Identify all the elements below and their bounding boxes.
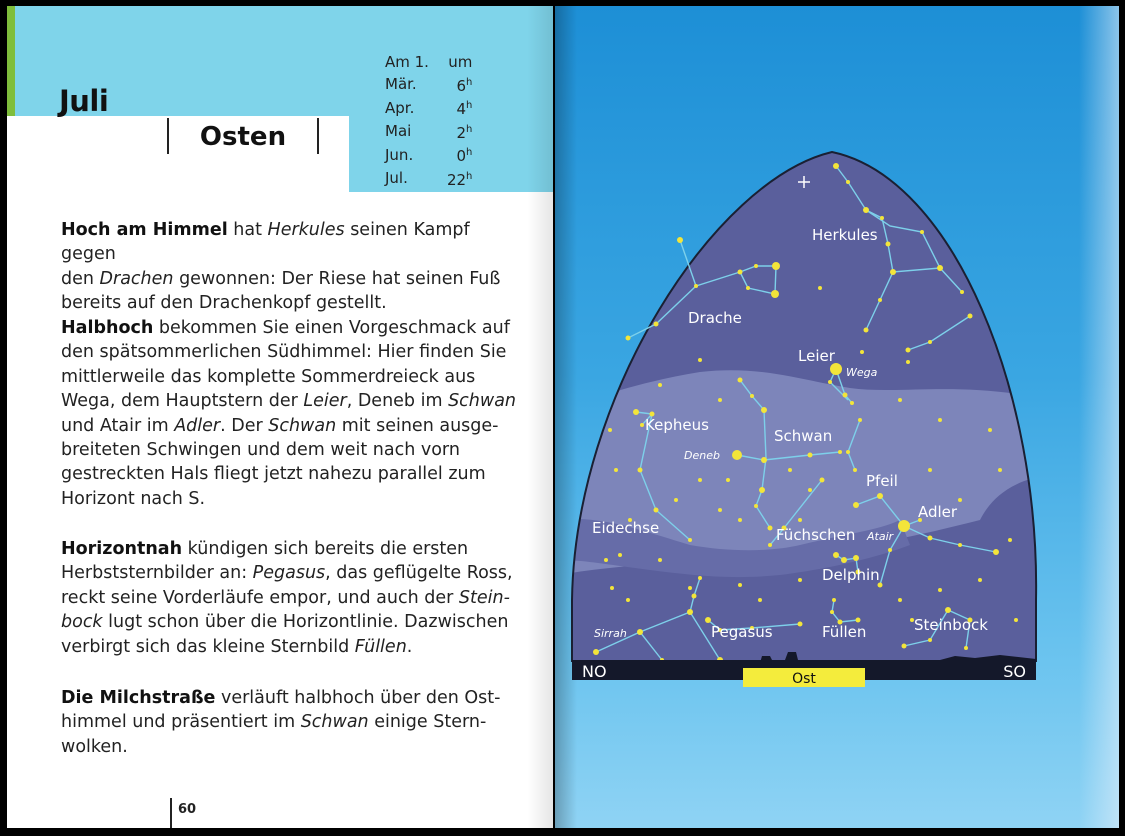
paragraph-hoch-am-himmel: Hoch am Himmel hat Herkules seinen Kampf gegen den Drachen gewonnen: Der Riese hat seinen Fuß bereits auf den Drachenkopf gestellt. [61, 220, 501, 314]
star [838, 450, 842, 454]
star [820, 478, 825, 483]
star [818, 286, 822, 290]
star [958, 498, 962, 502]
star [768, 543, 772, 547]
star [658, 558, 662, 562]
star [863, 207, 869, 213]
star [964, 646, 968, 650]
star [758, 598, 762, 602]
star [880, 216, 884, 220]
paragraph-halbhoch: Halbhoch bekommen Sie einen Vorgeschmack auf den spätsommerlichen Südhimmel: Hier finden Sie mittlerweile das komplette Sommerdreieck aus Wega, dem Hauptstern der Leier, Deneb im Schwan und Atair im Adler. Der Schwan mit seinen ausge- breiteten Schwingen und dem weit nach vorn gestreckten Hals fliegt jetzt nahezu parallel zum Horizont nach S. [61, 318, 517, 509]
time-row-hour: 4$^h$ [456, 100, 473, 118]
star [888, 548, 892, 552]
star [960, 290, 964, 294]
star [841, 557, 847, 563]
star [1008, 538, 1012, 542]
label-fuellen: Füllen [822, 623, 867, 641]
label-deneb: Deneb [684, 449, 720, 462]
star [830, 610, 834, 614]
star [808, 488, 812, 492]
star [886, 242, 891, 247]
star [798, 518, 802, 522]
star [640, 423, 644, 427]
right-page [555, 6, 1119, 828]
label-adler: Adler [918, 503, 958, 521]
star [738, 270, 743, 275]
star [738, 583, 742, 587]
star [677, 237, 683, 243]
star [928, 468, 932, 472]
star [698, 576, 702, 580]
star [754, 504, 758, 508]
star [761, 457, 767, 463]
star [633, 409, 639, 415]
star [938, 588, 942, 592]
star [694, 284, 698, 288]
star [759, 487, 765, 493]
time-row-hour: 0$^h$ [456, 147, 473, 165]
star [626, 336, 631, 341]
time-row [385, 120, 472, 144]
star [928, 536, 933, 541]
time-row-hour: 6$^h$ [456, 76, 473, 95]
star [771, 290, 779, 298]
star [698, 358, 702, 362]
star [833, 552, 839, 558]
star [768, 526, 773, 531]
star [608, 428, 612, 432]
time-row [385, 52, 472, 73]
star [654, 508, 659, 513]
star [698, 478, 702, 482]
page-number-rule [170, 798, 172, 828]
star [833, 163, 839, 169]
star [988, 428, 992, 432]
star-chart [555, 6, 1119, 828]
star [832, 598, 836, 602]
star [898, 398, 902, 402]
star [920, 230, 924, 234]
time-row-month: Am 1. [385, 53, 429, 71]
star [718, 508, 722, 512]
star [761, 407, 767, 413]
label-schwan: Schwan [774, 427, 833, 445]
star [688, 538, 692, 542]
time-row-month: Jul. [385, 169, 408, 187]
star [858, 418, 862, 422]
time-row-month: Mai [385, 122, 412, 140]
star [626, 598, 630, 602]
time-row-month: Mär. [385, 75, 417, 93]
star [890, 269, 896, 275]
star [958, 543, 962, 547]
star [846, 180, 850, 184]
paragraph-horizontnah: Horizontnah kündigen sich bereits die ersten Herbststernbilder an: Pegasus, das geflügelte Ross, reckt seine Vorderläufe empor, und auch der Stein- bock lugt schon über die Horizontlinie. Dazwischen verbirgt sich das kleine Sternbild Füllen. [61, 539, 513, 657]
star [687, 609, 693, 615]
label-eidechse: Eidechse [592, 519, 660, 537]
label-wega: Wega [846, 366, 878, 379]
star [618, 553, 622, 557]
star [754, 264, 758, 268]
star [928, 638, 932, 642]
star [610, 586, 614, 590]
star [902, 644, 907, 649]
star [738, 518, 742, 522]
star [850, 401, 854, 405]
label-kepheus: Kepheus [645, 416, 709, 434]
time-row [385, 167, 472, 191]
page-number: 60 [178, 802, 197, 817]
paragraph-milchstrasse: Die Milchstraße verläuft halbhoch über den Ost- himmel und präsentiert im Schwan einige Stern- wolken. [61, 688, 501, 757]
label-atair: Atair [867, 530, 894, 543]
time-row [385, 143, 472, 167]
star [658, 383, 662, 387]
star [853, 468, 857, 472]
label-herkules: Herkules [812, 226, 878, 244]
star [593, 649, 599, 655]
time-row-hour: 2$^h$ [456, 123, 473, 142]
star [674, 498, 678, 502]
star [654, 322, 659, 327]
star [906, 348, 911, 353]
star [898, 520, 910, 532]
star [798, 622, 803, 627]
star [843, 393, 848, 398]
label-pfeil: Pfeil [866, 472, 898, 490]
star [864, 328, 869, 333]
gutter-shade [527, 6, 553, 828]
horizon-label-ost: Ost [792, 671, 816, 687]
star [732, 450, 742, 460]
star [898, 598, 902, 602]
star [968, 314, 973, 319]
star [798, 578, 802, 582]
star [614, 468, 618, 472]
horizon-label-so: SO [1003, 662, 1026, 681]
star [856, 618, 861, 623]
star [688, 586, 692, 590]
star [718, 398, 722, 402]
label-steinbock: Steinbock [914, 616, 988, 634]
star [998, 468, 1002, 472]
star [928, 340, 932, 344]
star [692, 594, 697, 599]
time-row-hour: 22$^h$ [446, 170, 473, 189]
star [993, 549, 999, 555]
star [878, 298, 882, 302]
label-fuechschen: Füchschen [776, 526, 856, 544]
label-leier: Leier [798, 347, 835, 365]
time-row-month: Apr. [385, 98, 415, 117]
label-sirrah: Sirrah [594, 627, 627, 640]
star [637, 629, 643, 635]
month-title: Juli [59, 84, 109, 118]
star [638, 468, 643, 473]
star [726, 478, 730, 482]
direction-heading-frame [167, 118, 319, 154]
star [945, 607, 951, 613]
star [937, 265, 943, 271]
left-page [7, 6, 553, 828]
horizon-label-no: NO [582, 662, 607, 681]
star [604, 558, 608, 562]
star [1014, 618, 1018, 622]
star [978, 578, 982, 582]
label-pegasus: Pegasus [711, 623, 773, 641]
observation-times-table [385, 52, 472, 190]
star [788, 468, 792, 472]
star [746, 286, 750, 290]
star [938, 418, 942, 422]
star [846, 450, 850, 454]
star [738, 378, 743, 383]
label-delphin: Delphin [822, 566, 880, 584]
time-row [385, 73, 472, 97]
time-row-hour: um [448, 53, 473, 71]
time-row [385, 96, 472, 120]
star [906, 360, 910, 364]
star [828, 380, 832, 384]
sky-dome [560, 140, 1050, 670]
star [750, 394, 754, 398]
star [853, 555, 859, 561]
star [877, 493, 883, 499]
star [860, 350, 864, 354]
star [772, 262, 780, 270]
star [853, 502, 859, 508]
star [808, 453, 813, 458]
time-row-month: Jun. [385, 145, 414, 164]
label-drache: Drache [688, 309, 742, 327]
direction-heading: Osten [199, 122, 287, 152]
green-edge-strip [7, 6, 15, 116]
